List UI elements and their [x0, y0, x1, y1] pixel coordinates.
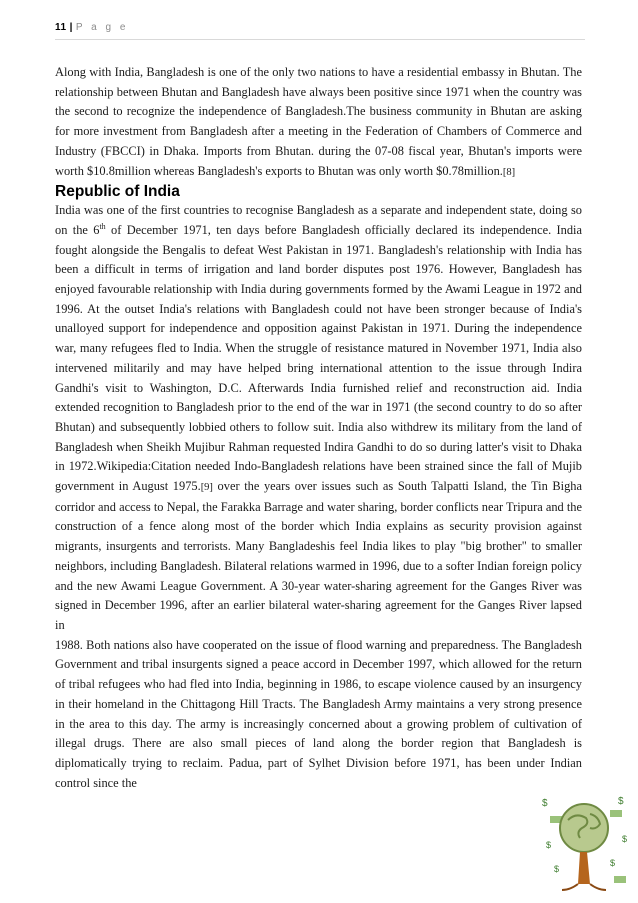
paragraph-india-part3: over the years over issues such as South Talpatti Island, the Tin Bigha corridor and access to Nepal, the Farakka Barrage and water sharing, border conflicts near Tripura and the construction of a fence along most of the border which India explains as security provision against migrants, insurgents and terrorists. Many Bangladeshis feel India likes to play "big brother" to smaller neighbors, including Bangladesh. Bilateral relations warmed in 1996, due to a softer Indian foreign policy and the new Awami League Government. A 30-year water-sharing agreement for the Ganges River was signed in December 1996, after an earlier bilateral water-sharing agreement for the Ganges River lapsed in: [55, 479, 582, 632]
svg-text:$: $: [542, 798, 548, 809]
page-header: [55, 22, 585, 40]
page-word: P a g e: [75, 22, 129, 33]
svg-text:$: $: [554, 864, 560, 874]
paragraph-india-part2: of December 1971, ten days before Bangladesh officially declared its independence. India fought alongside the Bengalis to defeat West Pakistan in 1971. Bangladesh's relationship with India has been a difficult in terms of irrigation and land border disputes post 1976. However, Bangladesh has enjoyed favourable relationship with India during governments formed by the Awami League in 1972 and 1996. At the outset India's relations with Bangladesh could not have been stronger because of India's unalloyed support for independence and opposition against Pakistan in 1971. During the independence war, many refugees fled to India. When the struggle of resistance matured in November 1971, India also intervened militarily and may have helped bring international attention to the issue through Indira Gandhi's visit to Washington, D.C. Afterwards India furnished relief and reconstruction aid. India extended recognition to Bangladesh prior to the end of the war in 1971 (the second country to do so after Bhutan) and subsequently lobbied others to follow suit. India also withdrew its military from the land of Bangladesh when Sheikh Mujibur Rahman requested Indira Gandhi to do so during latter's visit to Dhaka in 1972.Wikipedia:Citation needed Indo-Bangladesh relations have been strained since the fall of Mujib government in August 1975.: [55, 222, 582, 494]
citation-ref-9[interactable]: [9]: [200, 482, 213, 494]
svg-text:$: $: [618, 796, 624, 807]
ordinal-superscript: th: [99, 221, 106, 231]
paragraph-bhutan-text: Along with India, Bangladesh is one of the only two nations to have a residential embassy in Bhutan. The relationship between Bhutan and Bangladesh have always been positive since 1971 when the country was the second to recognize the independence of Bangladesh.The business community in Bhutan are asking for more investment from Bangladesh after a meeting in the Federation of Chambers of Commerce and Industry (FBCCI) in Dhaka. Imports from Bhutan. during the 07-08 fiscal year, Bhutan's imports were worth $10.8million whereas Bangladesh's exports to Bhutan was only worth $0.78million.: [55, 65, 582, 178]
paragraph-india: [55, 201, 582, 635]
page-number: 11: [55, 22, 67, 33]
page-separator: |: [69, 22, 73, 33]
paragraph-flood-cooperation: 1988. Both nations also have cooperated on the issue of flood warning and preparedness. The Bangladesh Government and tribal insurgents signed a peace accord in December 1997, which allowed for the return of tribal refugees who had fled into India, beginning in 1986, to escape violence caused by an insurgency in their homeland in the Chittagong Hill Tracts. The Bangladesh Army maintains a very strong presence in the area to this day. The army is increasingly concerned about a growing problem of cultivation of illegal drugs. There are also small pieces of land along the border region that Bangladesh is diplomatically trying to reclaim. Padua, part of Sylhet Division before 1971, has been under Indian control since the: [55, 637, 582, 790]
citation-ref-8[interactable]: [8]: [502, 166, 516, 178]
money-tree-globe-icon: [540, 792, 632, 900]
svg-text:$: $: [622, 834, 628, 844]
tree-trunk-shape: [578, 852, 590, 884]
section-heading: Republic of India: [55, 183, 180, 201]
paragraph-india-part1: India was one of the first countries to recognise Bangladesh as a separate and independent state, doing so on the 6: [55, 203, 582, 237]
svg-text:$: $: [546, 840, 552, 850]
paragraph-bhutan: [55, 63, 582, 182]
document-body: [55, 63, 582, 793]
svg-text:$: $: [610, 858, 616, 868]
